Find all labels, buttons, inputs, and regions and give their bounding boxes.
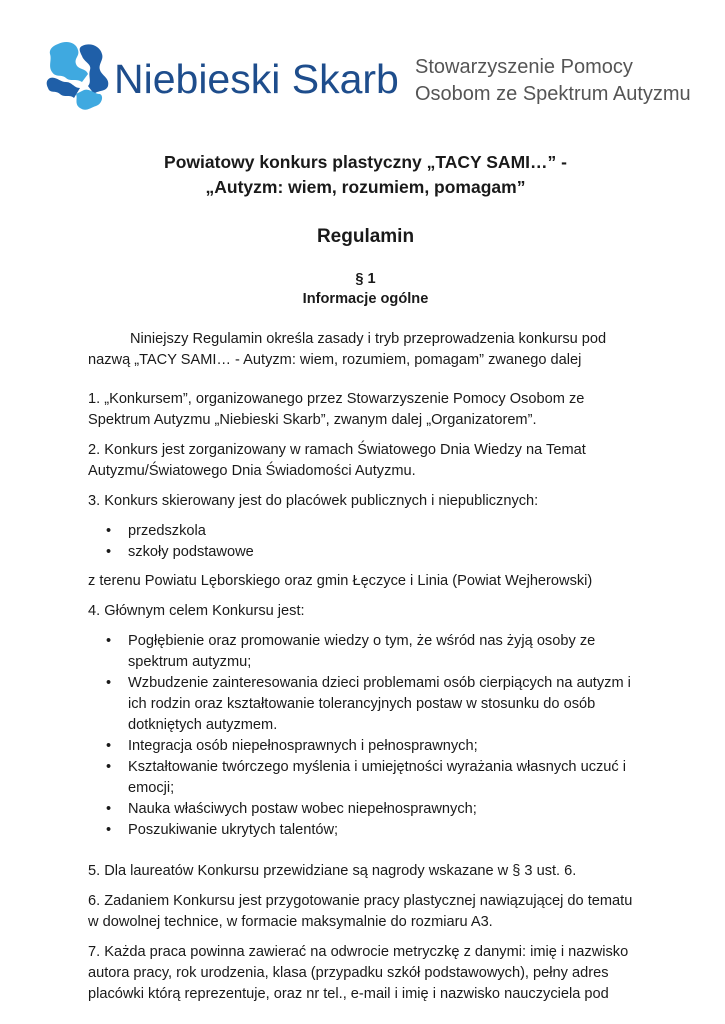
point-4: 4. Głównym celem Konkursu jest: [88, 603, 305, 619]
goals-list [88, 631, 643, 841]
bullet-icon: • [106, 675, 112, 691]
bullet-icon: • [106, 544, 112, 560]
point-2: 2. Konkurs jest zorganizowany w ramach Światowego Dnia Wiedzy na Temat Autyzmu/Światowego Dnia Świadomości Autyzmu. [88, 442, 586, 479]
list-item: • Pogłębienie oraz promowanie wiedzy o tym, że wśród nas żyją osoby ze spektrum autyzmu; [106, 633, 596, 670]
brand-name: Niebieski Skarb [114, 56, 399, 102]
list-item: • szkoły podstawowe [128, 542, 643, 563]
document-title [88, 150, 643, 200]
list-item: • Kształtowanie twórczego myślenia i umiejętności wyrażania własnych uczuć i emocji; [106, 759, 627, 796]
letterhead [40, 34, 700, 114]
bullet-icon: • [106, 738, 112, 754]
point-6: 6. Zadaniem Konkursu jest przygotowanie pracy plastycznej nawiązującej do tematu w dowolnej technice, w formacie maksymalnie do rozmiaru A3. [88, 893, 633, 930]
puzzle-logo-icon [44, 38, 116, 114]
title-line-2: „Autyzm: wiem, rozumiem, pomagam” [205, 177, 526, 197]
regulamin-heading: Regulamin [316, 226, 415, 247]
list-item: • Nauka właściwych postaw wobec niepełnosprawnych; [128, 799, 643, 820]
bullet-icon: • [106, 759, 112, 775]
bullet-icon: • [106, 633, 112, 649]
list-item: • Poszukiwanie ukrytych talentów; [128, 820, 643, 841]
bullet-icon: • [106, 523, 112, 539]
title-line-1: Powiatowy konkurs plastyczny „TACY SAMI…” - [164, 152, 567, 172]
organization-name [415, 54, 691, 108]
list-item: • Integracja osób niepełnosprawnych i pełnosprawnych; [128, 736, 643, 757]
org-line-1: Stowarzyszenie Pomocy [415, 56, 633, 78]
section-number: § 1 [355, 271, 376, 287]
institution-list [88, 521, 643, 563]
bullet-icon: • [106, 801, 112, 817]
document-body [88, 150, 643, 1014]
list-item: • Wzbudzenie zainteresowania dzieci problemami osób cierpiących na autyzm i ich rodzin oraz kształtowanie tolerancyjnych postaw w stosunku do osób dotkniętych autyzmem. [106, 675, 631, 733]
section-title: Informacje ogólne [302, 291, 429, 307]
point-1: 1. „Konkursem”, organizowanego przez Stowarzyszenie Pomocy Osobom ze Spektrum Autyzmu „Niebieski Skarb”, zwanym dalej „Organizatorem”. [88, 391, 585, 428]
point-7: 7. Każda praca powinna zawierać na odwrocie metryczkę z danymi: imię i nazwisko autora pracy, rok urodzenia, klasa (przypadku szkół podstawowych), pełny adres placówki którą reprezentuje, oraz nr tel., e-mail i imię i nazwisko nauczyciela pod [88, 944, 629, 1002]
list-item: • przedszkola [128, 521, 643, 542]
org-line-2: Osobom ze Spektrum Autyzmu [415, 83, 691, 105]
point-3-area: z terenu Powiatu Lęborskiego oraz gmin Łęczyce i Linia (Powiat Wejherowski) [88, 573, 593, 589]
point-5: 5. Dla laureatów Konkursu przewidziane są nagrody wskazane w § 3 ust. 6. [88, 863, 577, 879]
section-heading [88, 269, 643, 309]
point-3: 3. Konkurs skierowany jest do placówek publicznych i niepublicznych: [88, 493, 539, 509]
intro-paragraph: Niniejszy Regulamin określa zasady i tryb przeprowadzenia konkursu pod nazwą „TACY SAMI… - Autyzm: wiem, rozumiem, pomagam” zwanego dalej [88, 331, 607, 368]
bullet-icon: • [106, 822, 112, 838]
